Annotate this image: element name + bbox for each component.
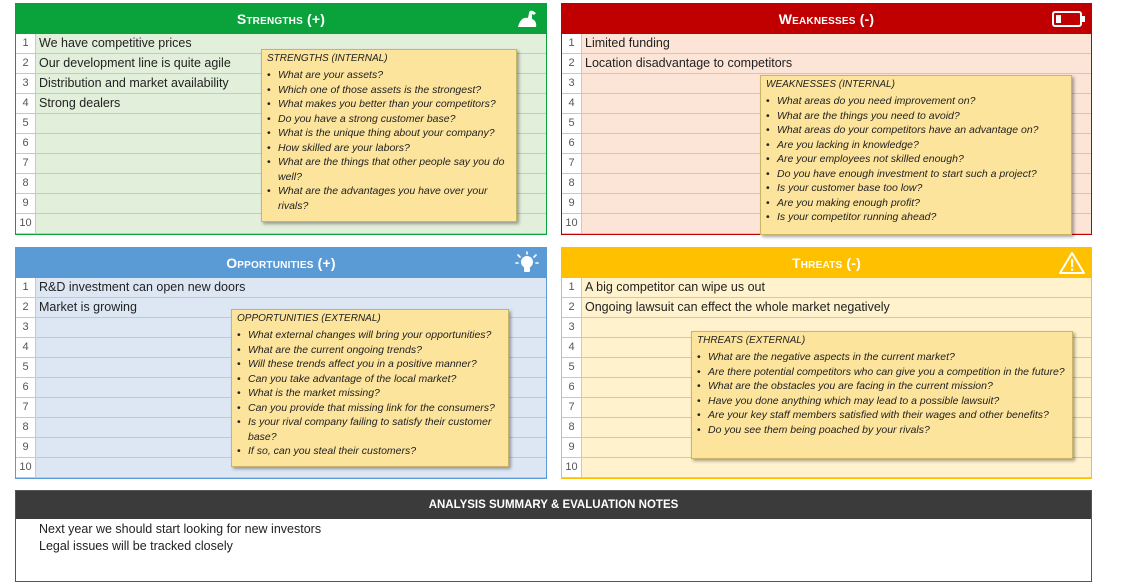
row-cell[interactable]: Market is growing xyxy=(36,298,546,317)
row-number: 10 xyxy=(562,214,582,233)
row-number: 9 xyxy=(16,194,36,213)
lightbulb-icon xyxy=(514,251,540,275)
row-number: 5 xyxy=(16,358,36,377)
note-item: • What are the things you need to avoid? xyxy=(776,109,1066,124)
row-number: 6 xyxy=(16,134,36,153)
threats-note xyxy=(691,331,1073,459)
table-row xyxy=(562,458,1091,478)
row-cell[interactable]: Our development line is quite agile xyxy=(36,54,546,73)
table-row xyxy=(16,278,546,298)
row-number: 4 xyxy=(562,338,582,357)
summary-panel xyxy=(15,490,1092,582)
note-item: • Do you see them being poached by your rivals? xyxy=(707,423,1067,438)
opportunities-note-list xyxy=(237,328,503,459)
weaknesses-note-list xyxy=(766,94,1066,225)
note-item: • What are the negative aspects in the current market? xyxy=(707,350,1067,365)
note-item: • What are the things that other people say you do well? xyxy=(277,155,511,184)
row-number: 3 xyxy=(16,318,36,337)
weaknesses-note-title: WEAKNESSES (INTERNAL) xyxy=(766,79,895,90)
row-number: 6 xyxy=(16,378,36,397)
note-item: • Have you done anything which may lead to a possible lawsuit? xyxy=(707,394,1067,409)
summary-header: ANALYSIS SUMMARY & EVALUATION NOTES xyxy=(16,491,1091,519)
note-item: • What are the advantages you have over your rivals? xyxy=(277,184,511,213)
threats-title: Threats (-) xyxy=(792,255,861,271)
row-number: 2 xyxy=(16,54,36,73)
summary-body[interactable] xyxy=(16,519,1091,555)
note-item: • How skilled are your labors? xyxy=(277,141,511,156)
row-number: 7 xyxy=(562,398,582,417)
row-number: 9 xyxy=(562,438,582,457)
row-number: 10 xyxy=(16,458,36,477)
note-item: • What external changes will bring your opportunities? xyxy=(247,328,503,343)
row-number: 5 xyxy=(16,114,36,133)
row-cell[interactable]: Location disadvantage to competitors xyxy=(582,54,1091,73)
note-item: • Are your employees not skilled enough? xyxy=(776,152,1066,167)
row-number: 3 xyxy=(562,74,582,93)
row-number: 6 xyxy=(562,378,582,397)
note-item: • If so, can you steal their customers? xyxy=(247,444,503,459)
row-cell[interactable]: Ongoing lawsuit can effect the whole market negatively xyxy=(582,298,1091,317)
note-item: • Will these trends affect you in a positive manner? xyxy=(247,357,503,372)
table-row xyxy=(562,298,1091,318)
note-item: • What is the market missing? xyxy=(247,386,503,401)
table-row xyxy=(562,278,1091,298)
row-number: 10 xyxy=(16,214,36,233)
row-number: 8 xyxy=(562,174,582,193)
table-row xyxy=(562,54,1091,74)
note-item: • Is your customer base too low? xyxy=(776,181,1066,196)
note-item: • Is your rival company failing to satisfy their customer base? xyxy=(247,415,503,444)
row-number: 2 xyxy=(562,298,582,317)
row-number: 8 xyxy=(16,418,36,437)
row-number: 5 xyxy=(562,114,582,133)
row-number: 1 xyxy=(562,278,582,297)
note-item: • Is your competitor running ahead? xyxy=(776,210,1066,225)
row-number: 10 xyxy=(562,458,582,477)
row-number: 8 xyxy=(16,174,36,193)
row-number: 1 xyxy=(16,34,36,53)
note-item: • What is the unique thing about your company? xyxy=(277,126,511,141)
row-number: 5 xyxy=(562,358,582,377)
strengths-note xyxy=(261,49,517,222)
note-item: • Are there potential competitors who can give you a competition in the future? xyxy=(707,365,1067,380)
opportunities-title: Opportunities (+) xyxy=(226,255,336,271)
row-number: 4 xyxy=(562,94,582,113)
row-number: 1 xyxy=(16,278,36,297)
note-item: • Are you making enough profit? xyxy=(776,196,1066,211)
strengths-note-list xyxy=(267,68,511,213)
row-cell[interactable]: Strong dealers xyxy=(36,94,546,113)
row-number: 9 xyxy=(16,438,36,457)
row-cell[interactable]: We have competitive prices xyxy=(36,34,546,53)
row-cell[interactable] xyxy=(582,458,1091,477)
note-item: • Which one of those assets is the strongest? xyxy=(277,83,511,98)
row-number: 4 xyxy=(16,94,36,113)
threats-note-list xyxy=(697,350,1067,437)
note-item: • What makes you better than your competitors? xyxy=(277,97,511,112)
note-item: • Do you have a strong customer base? xyxy=(277,112,511,127)
row-cell[interactable]: Limited funding xyxy=(582,34,1091,53)
weaknesses-note xyxy=(760,75,1072,235)
row-number: 3 xyxy=(16,74,36,93)
row-number: 7 xyxy=(16,154,36,173)
note-item: • What are the obstacles you are facing in the current mission? xyxy=(707,379,1067,394)
table-row xyxy=(562,34,1091,54)
row-number: 9 xyxy=(562,194,582,213)
row-number: 2 xyxy=(16,298,36,317)
row-number: 8 xyxy=(562,418,582,437)
warning-triangle-icon xyxy=(1059,251,1085,275)
weaknesses-title: Weaknesses (-) xyxy=(778,11,875,27)
note-item: • Are you lacking in knowledge? xyxy=(776,138,1066,153)
row-number: 7 xyxy=(562,154,582,173)
threats-note-title: THREATS (EXTERNAL) xyxy=(697,335,806,346)
note-item: • What are the current ongoing trends? xyxy=(247,343,503,358)
flexed-arm-icon xyxy=(514,7,540,31)
opportunities-header xyxy=(16,248,546,278)
opportunities-note xyxy=(231,309,509,467)
row-number: 6 xyxy=(562,134,582,153)
note-item: • Do you have enough investment to start such a project? xyxy=(776,167,1066,182)
row-number: 2 xyxy=(562,54,582,73)
summary-line[interactable]: Next year we should start looking for new investors xyxy=(39,522,322,536)
note-item: • What are your assets? xyxy=(277,68,511,83)
note-item: • Are your key staff members satisfied with their wages and other benefits? xyxy=(707,408,1067,423)
summary-line[interactable]: Legal issues will be tracked closely xyxy=(39,539,233,553)
row-number: 7 xyxy=(16,398,36,417)
row-cell[interactable]: Distribution and market availability xyxy=(36,74,546,93)
note-item: • Can you provide that missing link for the consumers? xyxy=(247,401,503,416)
row-cell[interactable]: R&D investment can open new doors xyxy=(36,278,546,297)
note-item: • What areas do your competitors have an advantage on? xyxy=(776,123,1066,138)
threats-header xyxy=(562,248,1091,278)
weaknesses-header xyxy=(562,4,1091,34)
low-battery-icon xyxy=(1051,7,1087,31)
opportunities-note-title: OPPORTUNITIES (EXTERNAL) xyxy=(237,313,381,324)
note-item: • What areas do you need improvement on? xyxy=(776,94,1066,109)
strengths-note-title: STRENGTHS (INTERNAL) xyxy=(267,53,388,64)
row-cell[interactable]: A big competitor can wipe us out xyxy=(582,278,1091,297)
row-number: 4 xyxy=(16,338,36,357)
row-number: 1 xyxy=(562,34,582,53)
strengths-header xyxy=(16,4,546,34)
row-number: 3 xyxy=(562,318,582,337)
strengths-title: Strengths (+) xyxy=(236,11,326,27)
note-item: • Can you take advantage of the local market? xyxy=(247,372,503,387)
